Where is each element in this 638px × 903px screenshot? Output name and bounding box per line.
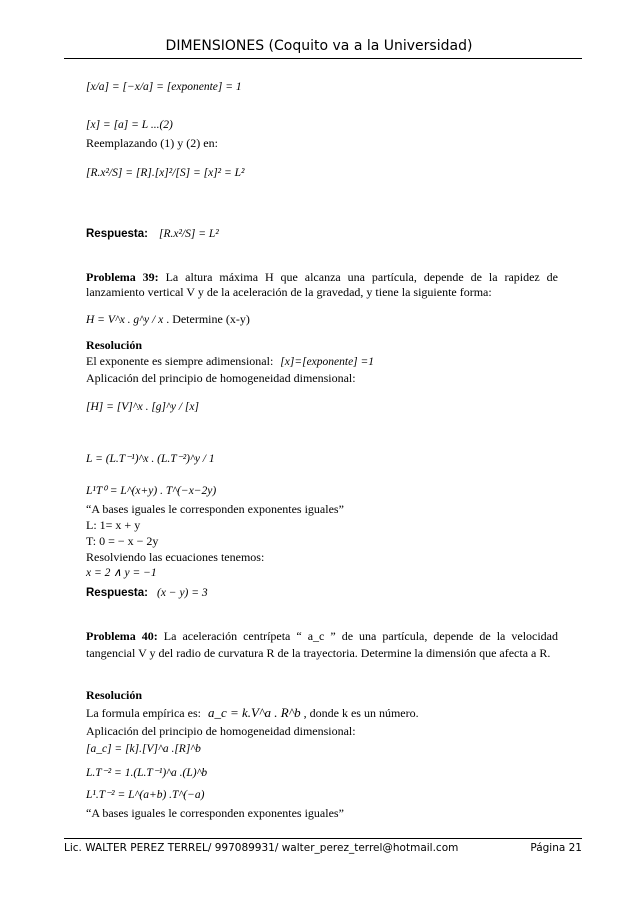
problem-39-text: La altura máxima H que alcanza una partícula, depende de la rapidez de lanzamiento vertical V y de la aceleración de la gravedad, y tiene la siguiente forma: xyxy=(86,270,558,299)
page-header: DIMENSIONES (Coquito va a la Universidad) xyxy=(165,38,473,54)
equation-lt: L¹T⁰ = L^(x+y) . T^(−x−2y) xyxy=(86,485,217,497)
resolution-heading-39: Resolución xyxy=(86,338,143,352)
header-rule xyxy=(64,58,582,59)
equation-l-line: L: 1= x + y xyxy=(86,518,141,532)
reemplazando-text: Reemplazando (1) y (2) en: xyxy=(86,136,218,150)
exponent-line xyxy=(86,354,374,369)
formula-equation: a_c = k.V^a . R^b xyxy=(207,705,301,720)
answer-label: Respuesta: xyxy=(86,228,148,240)
formula-suffix: , donde k es un número. xyxy=(303,706,419,720)
bases-text-1: “A bases iguales le corresponden exponentes iguales” xyxy=(86,502,344,516)
answer-label: Respuesta: xyxy=(86,587,148,599)
solution-line: x = 2 ∧ y = −1 xyxy=(86,567,157,579)
formula-h: H = V^x . g^y / x xyxy=(86,314,164,326)
problem-39-title: Problema 39: xyxy=(86,270,159,284)
problem-40-text: La aceleración centrípeta “ a_c ” de una partícula, depende de la velocidad tangencial V y del radio de curvatura R de la trayectoria. Determine la dimensión que afecta a R. xyxy=(86,629,559,661)
application-text-2: Aplicación del principio de homogeneidad dimensional: xyxy=(86,724,356,738)
equation-l: L = (L.T⁻¹)^x . (L.T⁻²)^y / 1 xyxy=(86,453,215,465)
equation-2: [x] = [a] = L ...(2) xyxy=(86,119,173,131)
problem-39-formula xyxy=(86,312,250,327)
exponent-equation: [x]=[exponente] =1 xyxy=(280,356,375,368)
application-text-1: Aplicación del principio de homogeneidad dimensional: xyxy=(86,371,356,385)
equation-lt3: L¹.T⁻² = L^(a+b) .T^(−a) xyxy=(86,789,205,801)
equation-top: [x/a] = [−x/a] = [exponente] = 1 xyxy=(86,81,242,93)
formula-line xyxy=(86,705,419,721)
equation-lt2: L.T⁻² = 1.(L.T⁻¹)^a .(L)^b xyxy=(86,767,208,779)
determine-text: . Determine (x-y) xyxy=(166,312,250,326)
footer-author: Lic. WALTER PEREZ TERREL/ 997089931/ walter_perez_terrel@hotmail.com xyxy=(64,842,459,854)
solving-text: Resolviendo las ecuaciones tenemos: xyxy=(86,550,265,564)
answer-equation: (x − y) = 3 xyxy=(157,587,208,599)
exponent-text: El exponente es siempre adimensional: xyxy=(86,354,274,368)
formula-prefix: La formula empírica es: xyxy=(86,706,201,720)
footer-rule xyxy=(64,838,582,839)
answer-1 xyxy=(86,226,219,241)
bases-text-2: “A bases iguales le corresponden exponentes iguales” xyxy=(86,806,344,820)
problem-40 xyxy=(86,628,558,663)
page-number: Página 21 xyxy=(530,842,582,854)
equation-rx: [R.x²/S] = [R].[x]²/[S] = [x]² = L² xyxy=(86,167,245,179)
problem-40-title: Problema 40: xyxy=(86,629,158,643)
problem-39 xyxy=(86,270,558,300)
answer-equation: [R.x²/S] = L² xyxy=(159,228,219,240)
resolution-heading-40: Resolución xyxy=(86,688,143,702)
equation-ac: [a_c] = [k].[V]^a .[R]^b xyxy=(86,743,201,755)
answer-2 xyxy=(86,585,208,600)
equation-t-line: T: 0 = − x − 2y xyxy=(86,534,159,548)
equation-h: [H] = [V]^x . [g]^y / [x] xyxy=(86,401,199,413)
